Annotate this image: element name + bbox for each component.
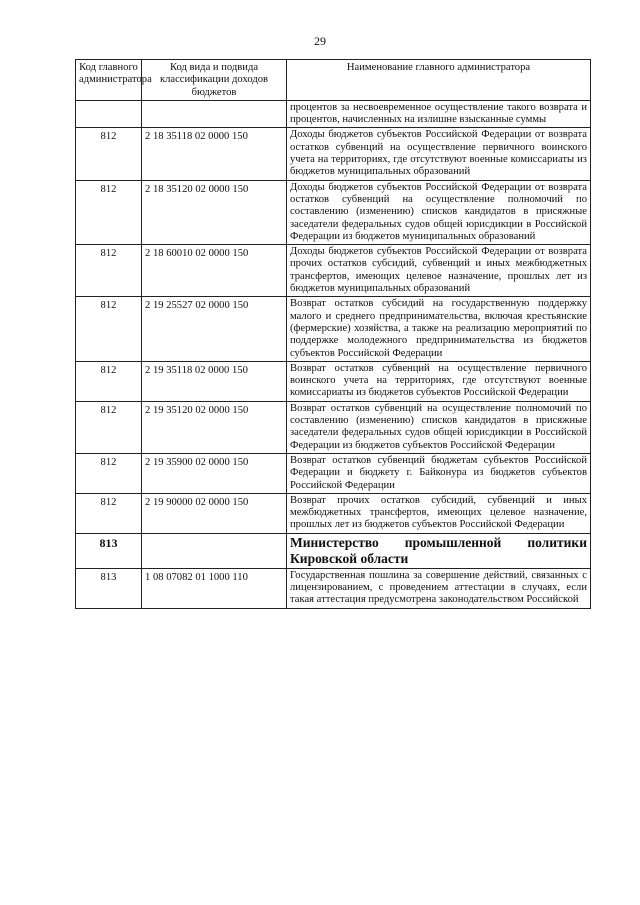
admin-code-cell: 812	[76, 401, 142, 453]
table-header-row	[76, 60, 591, 101]
header-admin-name: Наименование главного администратора	[287, 60, 591, 101]
admin-name-cell: Министерство промышленной политики Кировской области	[287, 533, 591, 568]
revenue-codes-table	[75, 59, 591, 609]
page-number: 29	[314, 34, 326, 48]
table-row	[76, 100, 591, 128]
admin-name-cell: Возврат остатков субвенций на осуществление первичного воинского учета на территориях, где отсутствуют военные комиссариаты из бюджетов субъектов Российской Федерации	[287, 361, 591, 401]
admin-name-cell: Возврат остатков субвенций на осуществление полномочий по составлению (изменению) списков кандидатов в присяжные заседатели федеральных судов общей юрисдикции в Российской Федерации из бюджетов субъектов Российской Федерации	[287, 401, 591, 453]
admin-name-cell: Возврат остатков субвенций бюджетам субъектов Российской Федерации и бюджету г. Байконура из бюджетов субъектов Российской Федерации	[287, 453, 591, 493]
revenue-code-cell: 2 19 35900 02 0000 150	[142, 453, 287, 493]
admin-name-cell: Возврат прочих остатков субсидий, субвенций и иных межбюджетных трансфертов, имеющих целевое назначение, прошлых лет из бюджетов субъектов Российской Федерации	[287, 493, 591, 533]
table-row	[76, 180, 591, 244]
admin-name-cell: Государственная пошлина за совершение действий, связанных с лицензированием, с проведением аттестации в случаях, если такая аттестация предусмотрена законодательством Российской	[287, 568, 591, 608]
revenue-code-cell: 2 18 60010 02 0000 150	[142, 245, 287, 297]
table-row	[76, 401, 591, 453]
admin-code-cell: 812	[76, 493, 142, 533]
table-row	[76, 568, 591, 608]
admin-code-cell: 813	[76, 568, 142, 608]
revenue-code-cell: 2 19 90000 02 0000 150	[142, 493, 287, 533]
revenue-code-cell	[142, 100, 287, 128]
admin-name-cell: Доходы бюджетов субъектов Российской Федерации от возврата остатков субвенций на осуществление первичного воинского учета на территориях, где отсутствуют военные комиссариаты из бюджетов муниципальных образований	[287, 128, 591, 180]
revenue-code-cell: 2 18 35118 02 0000 150	[142, 128, 287, 180]
admin-code-cell: 812	[76, 361, 142, 401]
admin-name-cell: Доходы бюджетов субъектов Российской Федерации от возврата остатков субвенций на осуществление полномочий по составлению (изменению) списков кандидатов в присяжные заседатели федеральных судов общей юрисдикции в Российской Федерации из бюджетов муниципальных образований	[287, 180, 591, 244]
revenue-code-cell: 2 19 35118 02 0000 150	[142, 361, 287, 401]
admin-code-cell	[76, 100, 142, 128]
revenue-code-cell: 2 18 35120 02 0000 150	[142, 180, 287, 244]
header-admin-code: Код главного администратора	[76, 60, 142, 101]
admin-name-cell: Возврат остатков субсидий на государственную поддержку малого и среднего предпринимательства, включая крестьянские (фермерские) хозяйства, а также на реализацию мероприятий по поддержке молодежного предпринимательства из бюджетов субъектов Российской Федерации	[287, 297, 591, 361]
admin-code-cell: 812	[76, 128, 142, 180]
table-row	[76, 245, 591, 297]
admin-name-cell: Доходы бюджетов субъектов Российской Федерации от возврата прочих остатков субсидий, субвенций и иных межбюджетных трансфертов, имеющих целевое назначение, прошлых лет из бюджетов муниципальных образований	[287, 245, 591, 297]
revenue-code-cell: 2 19 25527 02 0000 150	[142, 297, 287, 361]
table-row	[76, 533, 591, 568]
admin-code-cell: 812	[76, 180, 142, 244]
revenue-code-cell	[142, 533, 287, 568]
table-row	[76, 297, 591, 361]
admin-code-cell: 812	[76, 453, 142, 493]
table-row	[76, 493, 591, 533]
header-revenue-code: Код вида и подвида классификации доходов бюджетов	[142, 60, 287, 101]
table-row	[76, 361, 591, 401]
admin-code-cell: 812	[76, 297, 142, 361]
revenue-code-cell: 2 19 35120 02 0000 150	[142, 401, 287, 453]
admin-name-cell: процентов за несвоевременное осуществление такого возврата и процентов, начисленных на излишне взысканные суммы	[287, 100, 591, 128]
table-row	[76, 128, 591, 180]
admin-code-cell: 813	[76, 533, 142, 568]
admin-code-cell: 812	[76, 245, 142, 297]
revenue-code-cell: 1 08 07082 01 1000 110	[142, 568, 287, 608]
table-row	[76, 453, 591, 493]
